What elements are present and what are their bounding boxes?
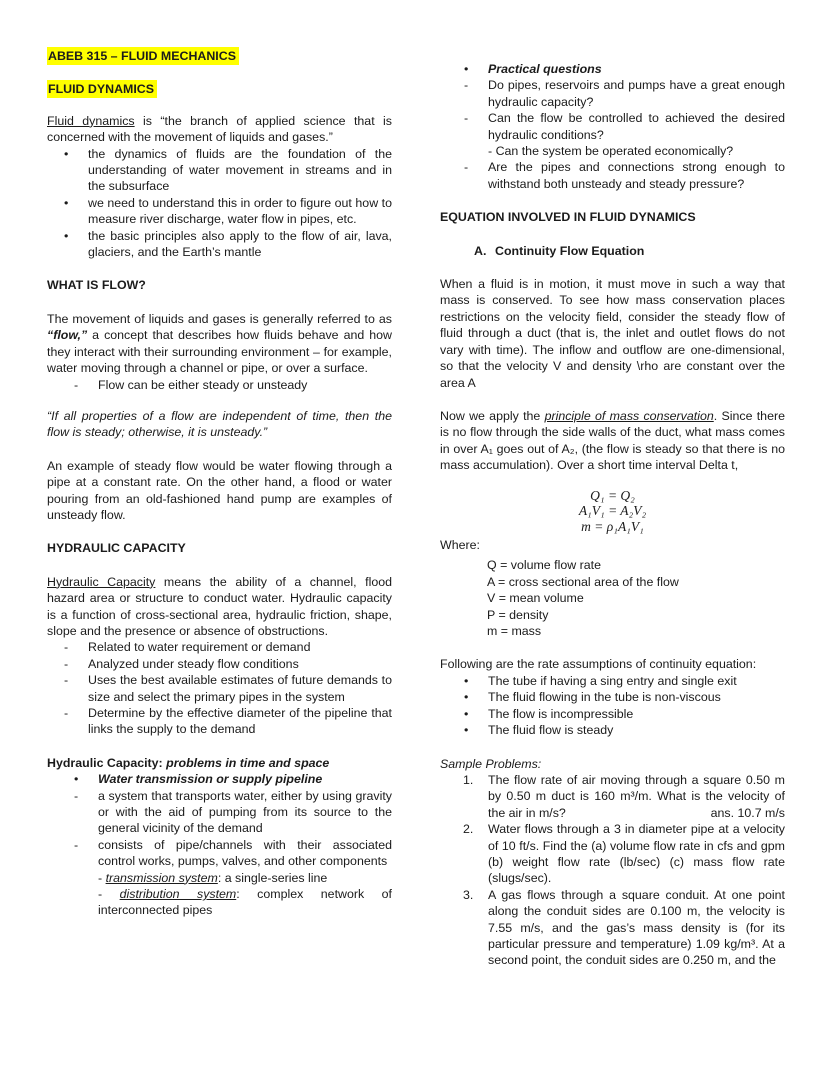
list-item — [47, 146, 392, 195]
problem-answer: ans. 10.7 m/s — [710, 805, 785, 820]
mass-conservation-a: Now we apply the — [440, 408, 545, 423]
flow-dash-list — [47, 377, 392, 393]
assumptions-intro: Following are the rate assumptions of continuity equation: — [440, 657, 757, 672]
list-item-text: Can the flow be controlled to achieved the desired hydraulic conditions? — [488, 111, 785, 142]
hydraulic-capacity-text: means the ability of a channel, flood hazard area or structure to conduct water. Hydraulic capacity is a function of cross-sectional area, hydraulic friction, shape, slope and the presence or absence of obstructions. — [47, 574, 392, 638]
sample-problems-heading: Sample Problems: — [440, 756, 542, 771]
intro-text: is “the branch of applied science that is concerned with the movement of liquids and gases.” — [47, 113, 392, 145]
bullet-marker-icon: • — [464, 706, 469, 721]
transmission-subline — [98, 870, 392, 886]
definition-line: A = cross sectional area of the flow — [487, 574, 679, 589]
right-column — [440, 61, 785, 969]
water-transmission-title: Water transmission or supply pipeline — [98, 772, 323, 787]
steady-flow-quote: “If all properties of a flow are independent of time, then the flow is steady; otherwise, it is unsteady.” — [47, 408, 392, 440]
equation-line: Q₁ = Q₂ — [590, 487, 635, 503]
hydraulic-capacity-paragraph — [47, 574, 392, 640]
problem-text: The flow rate of air moving through a square 0.50 m by 0.50 m duct is 160 m³/m. What is the velocity of the air in m/s? — [488, 772, 785, 820]
list-item-text: Determine by the effective diameter of the pipeline that links the supply to the demand — [88, 706, 392, 737]
list-item — [440, 110, 785, 159]
flow-term: “flow,” — [47, 328, 88, 343]
hydraulic-capacity-dash-list — [47, 639, 392, 737]
steady-flow-example-paragraph: An example of steady flow would be water flowing through a pipe at a constant rate. On the other hand, a flood or water pouring from an old-fashioned hand pump are examples of unsteady flow. — [47, 458, 392, 522]
list-item — [47, 771, 392, 787]
problems-heading-italic: problems in time and space — [162, 755, 330, 770]
list-item-text: Are the pipes and connections strong enough to withstand both unsteady and steady pressure? — [488, 160, 785, 191]
practical-questions-title: Practical questions — [488, 62, 602, 76]
list-item-text: Do pipes, reservoirs and pumps have a great enough hydraulic capacity? — [488, 78, 785, 109]
what-is-flow-heading: WHAT IS FLOW? — [47, 278, 146, 293]
list-item — [440, 689, 785, 705]
problems-heading-bold: Hydraulic Capacity: — [47, 755, 163, 770]
flow-definition-paragraph — [47, 311, 392, 377]
list-item — [440, 159, 785, 192]
dash-marker-icon: - — [464, 78, 469, 93]
distribution-rest: : complex network of interconnected pipes — [98, 887, 392, 918]
continuity-title: Continuity Flow Equation — [495, 243, 645, 258]
list-item-text: The flow is incompressible — [488, 706, 634, 721]
practical-questions-list — [440, 61, 785, 192]
economical-subline: - Can the system be operated economically? — [488, 144, 734, 159]
bullet-marker-icon: • — [464, 62, 469, 76]
course-title: ABEB 315 – FLUID MECHANICS — [47, 47, 239, 65]
dash-marker-icon: - — [464, 160, 469, 175]
mass-conservation-term: principle of mass conservation — [544, 408, 714, 423]
continuity-paragraph-1: When a fluid is in motion, it must move in such a way that mass is conserved. To see how mass conservation places restrictions on the velocity field, consider the steady flow of fluid through a duct (that is, the inlet and outlet flows do not vary with time). The inflow and outflow are one-dimensional, so that the velocity V and density \rho are constant over the area A — [440, 277, 785, 390]
definition-line: Q = volume flow rate — [487, 558, 601, 573]
definition-line: P = density — [487, 607, 549, 622]
bullet-marker-icon: • — [74, 772, 79, 787]
distribution-prefix: - — [98, 887, 120, 902]
list-item-text: Uses the best available estimates of future demands to size and select the primary pipes in the system — [88, 673, 392, 704]
problem-item-1 — [440, 772, 785, 821]
continuity-subheading — [440, 243, 785, 259]
list-item — [440, 673, 785, 689]
definition-line: m = mass — [487, 624, 542, 639]
course-title-row — [47, 48, 392, 64]
list-item — [47, 705, 392, 738]
flow-def-a: The movement of liquids and gases is generally referred to as — [47, 311, 392, 326]
intro-term: Fluid dynamics — [47, 113, 135, 128]
water-transmission-list — [47, 771, 392, 919]
list-item — [47, 639, 392, 655]
flow-def-c: a concept that describes how fluids behave and how they interact with their surrounding environment – for example, water moving through a channel or pipe, or over a surface. — [47, 328, 392, 376]
bullet-marker-icon: • — [64, 146, 69, 161]
intro-paragraph — [47, 113, 392, 146]
list-item-text: Related to water requirement or demand — [88, 640, 311, 655]
list-item — [440, 61, 785, 77]
distribution-term: distribution system — [119, 887, 237, 902]
problem-number: 1. — [463, 772, 474, 787]
assumptions-list — [440, 673, 785, 739]
hydraulic-capacity-term: Hydraulic Capacity — [47, 574, 156, 589]
list-item-text: Flow can be either steady or unsteady — [98, 377, 308, 392]
equation-section-heading: EQUATION INVOLVED IN FLUID DYNAMICS — [440, 210, 696, 225]
problem-number: 2. — [463, 822, 474, 837]
list-item-text: The fluid flowing in the tube is non-viscous — [488, 690, 721, 705]
list-item-text: consists of pipe/channels with their associated control works, pumps, valves, and other components — [98, 837, 392, 869]
bullet-marker-icon: • — [464, 690, 469, 705]
list-item — [47, 837, 392, 919]
dash-marker-icon: - — [464, 111, 469, 126]
problem-text: A gas flows through a square conduit. At one point along the conduit sides are 0.100 m, the velocity is 7.55 m/s, and the gas’s mass density is (for its particular pressure and temperature) 1.09 kg/m³. At a second point, the conduit sides are 0.250 m, and the — [488, 887, 785, 968]
section-title: FLUID DYNAMICS — [47, 80, 157, 98]
list-item-text: The fluid flow is steady — [488, 723, 614, 738]
distribution-subline — [98, 886, 392, 919]
list-item — [440, 706, 785, 722]
sample-problems-list — [440, 772, 785, 969]
dash-marker-icon: - — [64, 656, 69, 671]
list-item — [440, 77, 785, 110]
list-item — [47, 228, 392, 261]
transmission-term: transmission system — [105, 870, 218, 885]
dash-marker-icon: - — [74, 837, 79, 852]
definition-line: V = mean volume — [487, 591, 584, 606]
list-item — [47, 672, 392, 705]
transmission-prefix: - — [98, 870, 106, 885]
bullet-marker-icon: • — [64, 195, 69, 210]
list-item-text: the dynamics of fluids are the foundation of the understanding of water movement in streams and in the subsurface — [88, 146, 392, 194]
continuity-label: A. — [474, 243, 487, 258]
equation-line: m = ρ₁A₁V₁ — [581, 518, 644, 534]
list-item-text: Analyzed under steady flow conditions — [88, 656, 299, 671]
list-item — [47, 377, 392, 393]
dash-marker-icon: - — [64, 673, 69, 688]
mass-conservation-b: . Since there is no flow through the side walls of the duct, what mass comes in over A₁ goes out of A₂, (the flow is steady so that there is no mass accumulation). Over a short time interval Delta t, — [440, 408, 785, 473]
bullet-marker-icon: • — [464, 673, 469, 688]
section-title-row — [47, 81, 392, 97]
list-item-text: The tube if having a sing entry and single exit — [488, 673, 737, 688]
hydraulic-capacity-heading: HYDRAULIC CAPACITY — [47, 541, 186, 556]
where-label: Where: — [440, 538, 480, 553]
equation-line: A₁V₁ = A₂V₂ — [578, 503, 647, 519]
list-item — [440, 722, 785, 738]
continuity-paragraph-2 — [440, 408, 785, 474]
problem-number: 3. — [463, 887, 474, 902]
list-item — [47, 195, 392, 228]
dash-marker-icon: - — [64, 706, 69, 720]
variable-definitions — [440, 557, 785, 639]
dash-marker-icon: - — [74, 377, 79, 392]
list-item-text: a system that transports water, either by using gravity or with the aid of pumping from its source to the general vicinity of the demand — [98, 788, 392, 836]
problem-item-3 — [440, 887, 785, 969]
left-column — [47, 48, 392, 919]
problem-item-2 — [440, 821, 785, 887]
list-item — [47, 656, 392, 672]
continuity-equations — [440, 488, 785, 535]
problem-text: Water flows through a 3 in diameter pipe at a velocity of 10 ft/s. Find the (a) volume flow rate in cfs and gpm (b) weight flow rate (lb/sec) (c) mass flow rate (slugs/sec). — [488, 822, 785, 886]
dash-marker-icon: - — [74, 788, 79, 803]
list-item-text: we need to understand this in order to figure out how to measure river discharge, water flow in pipes, etc. — [88, 195, 392, 227]
intro-bullet-list — [47, 146, 392, 261]
bullet-marker-icon: • — [464, 723, 469, 738]
dash-marker-icon: - — [64, 640, 69, 655]
transmission-rest: : a single-series line — [217, 870, 328, 885]
bullet-marker-icon: • — [64, 228, 69, 243]
problems-time-space-heading — [47, 755, 392, 771]
list-item — [47, 788, 392, 837]
list-item-text: the basic principles also apply to the flow of air, lava, glaciers, and the Earth’s mantle — [88, 228, 392, 260]
